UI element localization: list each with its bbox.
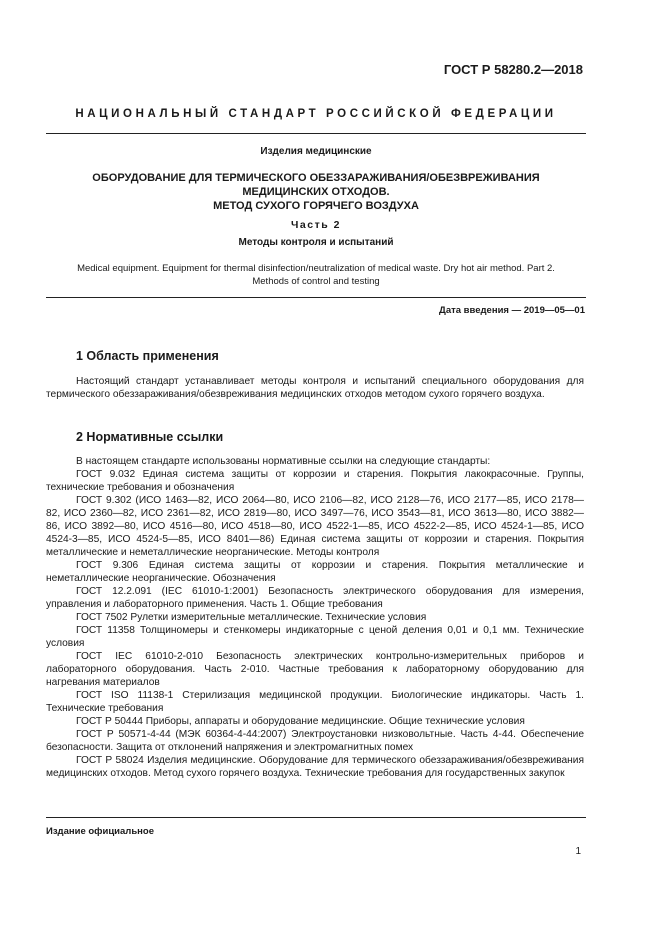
- reference-item: ГОСТ IEC 61010-2-010 Безопасность электрических контрольно-измерительных приборов и лабораторного оборудования. Часть 2-010. Частные требования к лабораторному оборудованию для нагревания материалов: [46, 651, 584, 688]
- reference-item: ГОСТ 9.306 Единая система защиты от коррозии и старения. Покрытия металлические и неметаллические неорганические. Обозначения: [46, 560, 584, 584]
- part-title: Методы контроля и испытаний: [238, 237, 394, 248]
- reference-item: ГОСТ 11358 Толщиномеры и стенкомеры индикаторные с ценой деления 0,01 и 0,1 мм. Технические условия: [46, 625, 584, 649]
- reference-item: ГОСТ 9.302 (ИСО 1463—82, ИСО 2064—80, ИСО 2106—82, ИСО 2128—76, ИСО 2177—85, ИСО 2178—82, ИСО 2360—82, ИСО 2361—82, ИСО 2819—80, ИСО 3497—76, ИСО 3543—81, ИСО 3613—80, ИСО 3882—86, ИСО 3892—80, ИСО 4516—80, ИСО 4518—80, ИСО 4522-1—85, ИСО 4522-2—85, ИСО 4524-1—85, ИСО 4524-3—85, ИСО 4524-5—85, ИСО 8401—86) Единая система защиты от коррозии и старения. Покрытия металлические и неметаллические неорганические. Методы контроля: [46, 495, 584, 558]
- part-number: Часть 2: [291, 219, 341, 231]
- reference-item: ГОСТ 7502 Рулетки измерительные металлические. Технические условия: [76, 612, 427, 623]
- top-divider: [46, 133, 586, 134]
- reference-item: ГОСТ Р 58024 Изделия медицинские. Оборудование для термического обеззараживания/обезвреживания медицинских отходов. Метод сухого горячего воздуха. Технические требования для государственных закупок: [46, 755, 584, 779]
- middle-divider: [46, 297, 586, 298]
- reference-item: ГОСТ 12.2.091 (IEC 61010-1:2001) Безопасность электрического оборудования для измерения, управления и лабораторного применения. Часть 1. Общие требования: [46, 586, 584, 610]
- standard-title: [46, 171, 586, 213]
- page-number: 1: [575, 846, 581, 857]
- reference-item: ГОСТ 9.032 Единая система защиты от коррозии и старения. Покрытия лакокрасочные. Группы, технические требования и обозначения: [46, 469, 584, 493]
- section-1-text: Настоящий стандарт устанавливает методы контроля и испытаний специального оборудования для термического обеззараживания/обезвреживания медицинских отходов методом сухого горячего воздуха.: [46, 376, 584, 400]
- section-1-heading: 1 Область применения: [76, 349, 219, 363]
- title-line: ОБОРУДОВАНИЕ ДЛЯ ТЕРМИЧЕСКОГО ОБЕЗЗАРАЖИВАНИЯ/ОБЕЗВРЕЖИВАНИЯ: [92, 172, 540, 184]
- english-title: [46, 262, 586, 288]
- title-line: МЕДИЦИНСКИХ ОТХОДОВ.: [242, 186, 390, 198]
- reference-intro: В настоящем стандарте использованы нормативные ссылки на следующие стандарты:: [76, 456, 491, 467]
- english-title-line: Medical equipment. Equipment for thermal disinfection/neutralization of medical waste. Dry hot air method. Part 2.: [77, 263, 555, 274]
- document-code: ГОСТ Р 58280.2—2018: [443, 62, 583, 77]
- footer-divider: [46, 817, 586, 818]
- reference-item: ГОСТ Р 50571-4-44 (МЭК 60364-4-44:2007) Электроустановки низковольтные. Часть 4-44. Обеспечение безопасности. Защита от отклонений напряжения и электромагнитных помех: [46, 729, 584, 753]
- english-title-line: Methods of control and testing: [252, 276, 380, 287]
- reference-item: ГОСТ Р 50444 Приборы, аппараты и оборудование медицинские. Общие технические условия: [76, 716, 525, 727]
- reference-item: ГОСТ ISO 11138-1 Стерилизация медицинской продукции. Биологические индикаторы. Часть 1. Технические требования: [46, 690, 584, 714]
- national-standard-title: НАЦИОНАЛЬНЫЙ СТАНДАРТ РОССИЙСКОЙ ФЕДЕРАЦИИ: [75, 108, 557, 120]
- standard-subtitle: Изделия медицинские: [260, 146, 372, 157]
- normative-references: [46, 455, 584, 780]
- section-2-heading: 2 Нормативные ссылки: [76, 430, 224, 444]
- introduction-date: Дата введения — 2019—05—01: [439, 305, 585, 316]
- title-line: МЕТОД СУХОГО ГОРЯЧЕГО ВОЗДУХА: [213, 200, 419, 212]
- official-edition-label: Издание официальное: [46, 826, 154, 837]
